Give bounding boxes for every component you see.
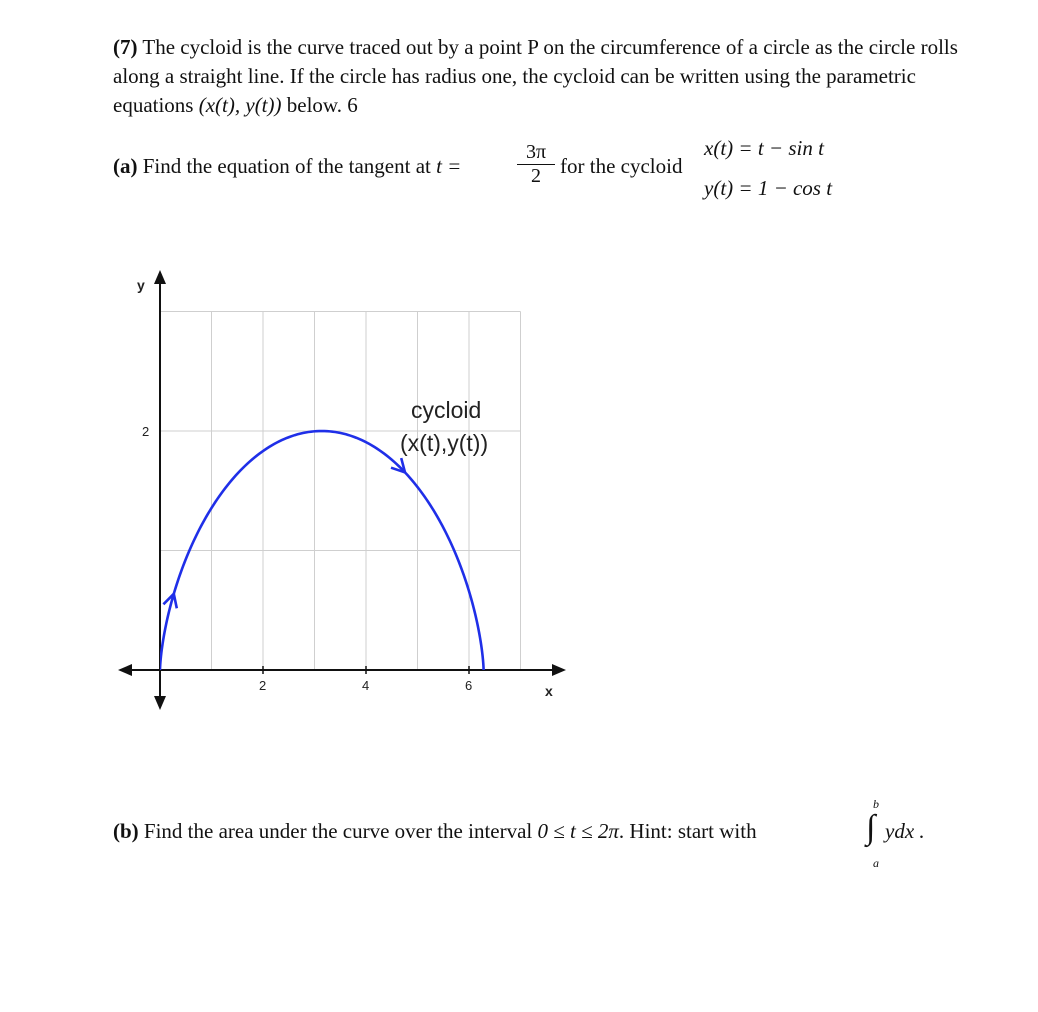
x-tick-label: 6 (465, 678, 473, 693)
integral-lower-limit: a (873, 856, 879, 870)
tick-labels (137, 277, 553, 699)
y-tick-label: 2 (142, 424, 150, 439)
axes (118, 270, 566, 710)
integral-sign-icon: ∫ (866, 809, 876, 846)
curve-label-pair: (x(t),y(t)) (400, 430, 489, 456)
for-the-cycloid-text: for the cycloid (560, 154, 683, 178)
fraction-numerator: 3π (525, 141, 547, 163)
y-axis-label: y (137, 277, 145, 293)
grid-lines (160, 312, 521, 671)
hint-text: . Hint: start with (618, 819, 757, 843)
x-tick-label: 2 (259, 678, 267, 693)
part-a-text: Find the equation of the tangent at (142, 154, 431, 178)
part-a-label: (a) (113, 154, 138, 178)
equation-x: x(t) = t − sin t (704, 136, 824, 160)
part-b-question (113, 819, 757, 844)
curve-label-name: cycloid (411, 397, 482, 423)
part-b-label: (b) (113, 819, 139, 843)
t-equals: t = (436, 154, 462, 178)
x-axis-right-arrow-icon (552, 664, 566, 676)
problem-intro: The cycloid is the curve traced out by a point P on the circumference of a circle as the circle rolls along a straight line. If the circle has radius one, the cycloid can be written using the parametric equations (113, 35, 958, 117)
parametric-pair: (x(t), y(t)) (198, 93, 282, 117)
interval: 0 ≤ t ≤ 2π (537, 819, 619, 843)
part-b-text: Find the area under the curve over the interval (143, 819, 533, 843)
x-axis-left-arrow-icon (118, 664, 132, 676)
y-axis-up-arrow-icon (154, 270, 166, 284)
y-axis-down-arrow-icon (154, 696, 166, 710)
problem-tail: below. 6 (286, 93, 358, 117)
problem-number: (7) (113, 35, 138, 59)
equation-y: y(t) = 1 − cos t (704, 176, 833, 200)
x-axis-label: x (545, 683, 553, 699)
integrand: ydx . (885, 819, 925, 843)
fraction-denominator: 2 (531, 165, 541, 187)
integral-upper-limit: b (873, 797, 879, 811)
x-tick-label: 4 (362, 678, 370, 693)
